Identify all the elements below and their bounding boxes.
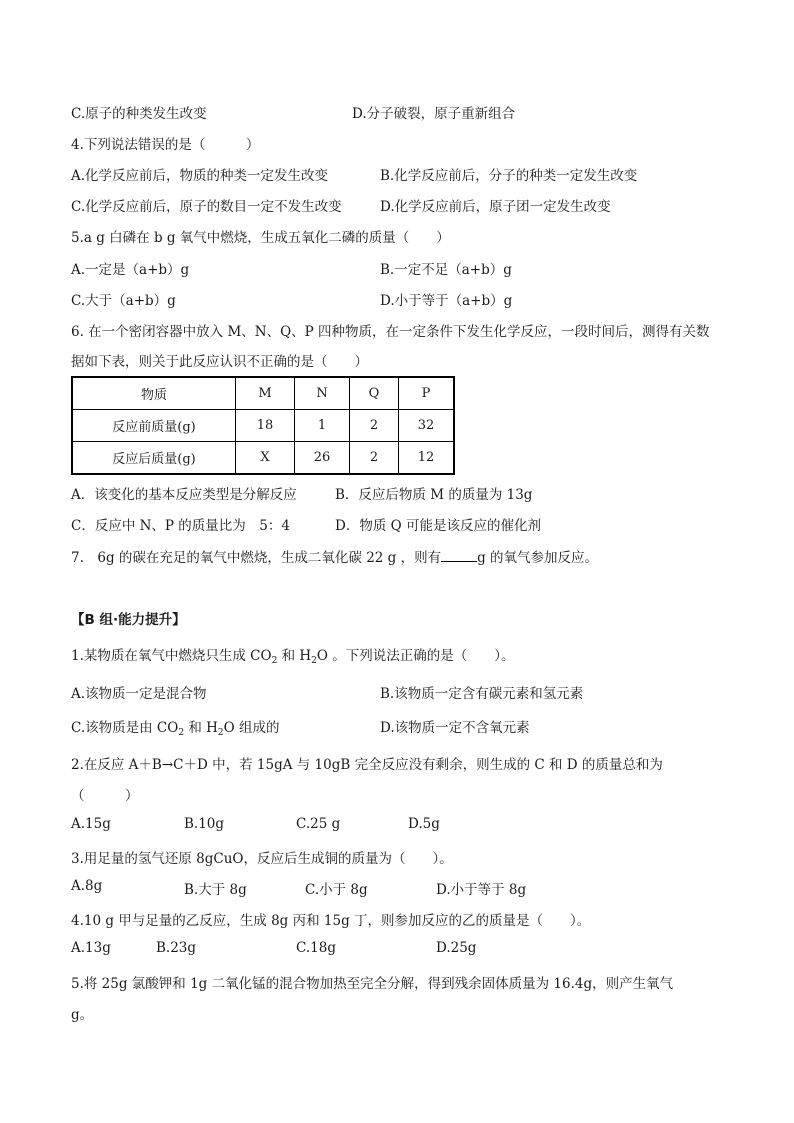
b1-c-mid: 和 H xyxy=(184,720,218,736)
q5-option-b: B.一定不足（a+b）g xyxy=(380,262,512,278)
question-7 xyxy=(71,546,598,566)
question-5-stem: 5.a g 白磷在 b g 氧气中燃烧，生成五氧化二磷的质量（ ） xyxy=(71,230,450,246)
table-cell: X xyxy=(236,442,295,475)
table-cell: 2 xyxy=(350,442,399,475)
q5-option-d: D.小于等于（a+b）g xyxy=(380,293,513,309)
mass-data-table xyxy=(71,376,455,475)
question-6-stem-line2: 据如下表，则关于此反应认识不正确的是（ ） xyxy=(71,354,368,370)
b3-option-b: B.大于 8g xyxy=(184,882,247,898)
table-cell: 12 xyxy=(399,442,455,475)
q5-option-a: A.一定是（a+b）g xyxy=(71,262,190,278)
section-b-title: 【B 组·能力提升】 xyxy=(71,612,186,628)
option-d: D.分子破裂，原子重新组合 xyxy=(352,106,516,122)
b1-c-post: O 组成的 xyxy=(223,720,280,736)
question-6-stem-line1: 6. 在一个密闭容器中放入 M、N、Q、P 四种物质，在一定条件下发生化学反应，一段时间后，测得有关数 xyxy=(71,324,710,340)
question-4-stem: 4.下列说法错误的是（ ） xyxy=(71,137,260,153)
b1-stem-post: O 。下列说法正确的是（ ）。 xyxy=(316,648,515,664)
subscript: 2 xyxy=(311,656,317,666)
q6-option-c: C．反应中 N、P 的质量比为 5：4 xyxy=(71,518,290,534)
q6-option-d: D．物质 Q 可能是该反应的催化剂 xyxy=(335,518,541,534)
table-cell: 反应前质量(g) xyxy=(72,410,236,442)
b4-option-a: A.13g xyxy=(71,940,111,956)
b-question-1-stem xyxy=(71,644,515,666)
q4-option-d: D.化学反应前后，原子团一定发生改变 xyxy=(380,199,611,215)
q4-option-a: A.化学反应前后，物质的种类一定发生改变 xyxy=(71,168,329,184)
table-cell: 32 xyxy=(399,410,455,442)
table-header-cell: P xyxy=(399,377,455,410)
b1-option-b: B.该物质一定含有碳元素和氢元素 xyxy=(380,686,584,702)
b1-option-a: A.该物质一定是混合物 xyxy=(71,686,207,702)
b-question-5-stem-line2: g。 xyxy=(71,1007,94,1023)
b1-option-d: D.该物质一定不含氧元素 xyxy=(380,720,530,736)
b1-option-c xyxy=(71,716,280,738)
q4-option-c: C.化学反应前后，原子的数目一定不发生改变 xyxy=(71,199,342,215)
b1-stem-mid: 和 H xyxy=(277,648,312,664)
table-cell: 26 xyxy=(295,442,350,475)
table-header-row xyxy=(72,377,454,410)
b-question-5-stem-line1: 5.将 25g 氯酸钾和 1g 二氧化锰的混合物加热至完全分解，得到残余固体质量为 16.4g，则产生氧气 xyxy=(71,976,674,992)
b2-option-d: D.5g xyxy=(408,816,440,832)
q6-option-a: A．该变化的基本反应类型是分解反应 xyxy=(71,487,297,503)
q5-option-c: C.大于（a+b）g xyxy=(71,293,176,309)
option-c: C.原子的种类发生改变 xyxy=(71,106,207,122)
table-header-cell: Q xyxy=(350,377,399,410)
b3-option-c: C.小于 8g xyxy=(305,882,368,898)
b2-option-c: C.25 g xyxy=(296,816,341,832)
b2-option-b: B.10g xyxy=(184,816,225,832)
q6-option-b: B．反应后物质 M 的质量为 13g xyxy=(335,487,533,503)
question-7-text-after: g 的氧气参加反应。 xyxy=(477,550,599,566)
table-cell: 反应后质量(g) xyxy=(72,442,236,475)
question-7-text-before: 7. 6g 的碳在充足的氧气中燃烧，生成二氧化碳 22 g ，则有 xyxy=(71,550,442,566)
b2-option-a: A.15g xyxy=(71,816,111,832)
b-question-2-stem-line2: （ ） xyxy=(71,788,139,804)
table-row xyxy=(72,410,454,442)
table-cell: 2 xyxy=(350,410,399,442)
subscript: 2 xyxy=(217,728,224,738)
table-cell: 1 xyxy=(295,410,350,442)
subscript: 2 xyxy=(178,728,185,738)
table-row xyxy=(72,442,454,475)
b4-option-c: C.18g xyxy=(296,940,336,956)
table-header-cell: 物质 xyxy=(72,377,236,410)
b3-option-a: A.8g xyxy=(71,878,103,894)
answer-blank[interactable] xyxy=(441,549,477,562)
table-header-cell: N xyxy=(295,377,350,410)
b-question-2-stem-line1: 2.在反应 A＋B→C＋D 中，若 15gA 与 10gB 完全反应没有剩余，则生成的 C 和 D 的质量总和为 xyxy=(71,757,663,773)
table-header-cell: M xyxy=(236,377,295,410)
b1-stem-pre: 1.某物质在氧气中燃烧只生成 CO xyxy=(71,648,272,664)
q4-option-b: B.化学反应前后，分子的种类一定发生改变 xyxy=(380,168,638,184)
table-cell: 18 xyxy=(236,410,295,442)
subscript: 2 xyxy=(271,656,278,666)
b-question-4-stem: 4.10 g 甲与足量的乙反应，生成 8g 丙和 15g 丁，则参加反应的乙的质量是（ ）。 xyxy=(71,913,591,929)
b-question-3-stem: 3.用足量的氢气还原 8gCuO，反应后生成铜的质量为（ ）。 xyxy=(71,851,453,867)
b3-option-d: D.小于等于 8g xyxy=(436,882,527,898)
b1-c-pre: C.该物质是由 CO xyxy=(71,720,179,736)
b4-option-b: B.23g xyxy=(156,940,197,956)
b4-option-d: D.25g xyxy=(436,940,477,956)
